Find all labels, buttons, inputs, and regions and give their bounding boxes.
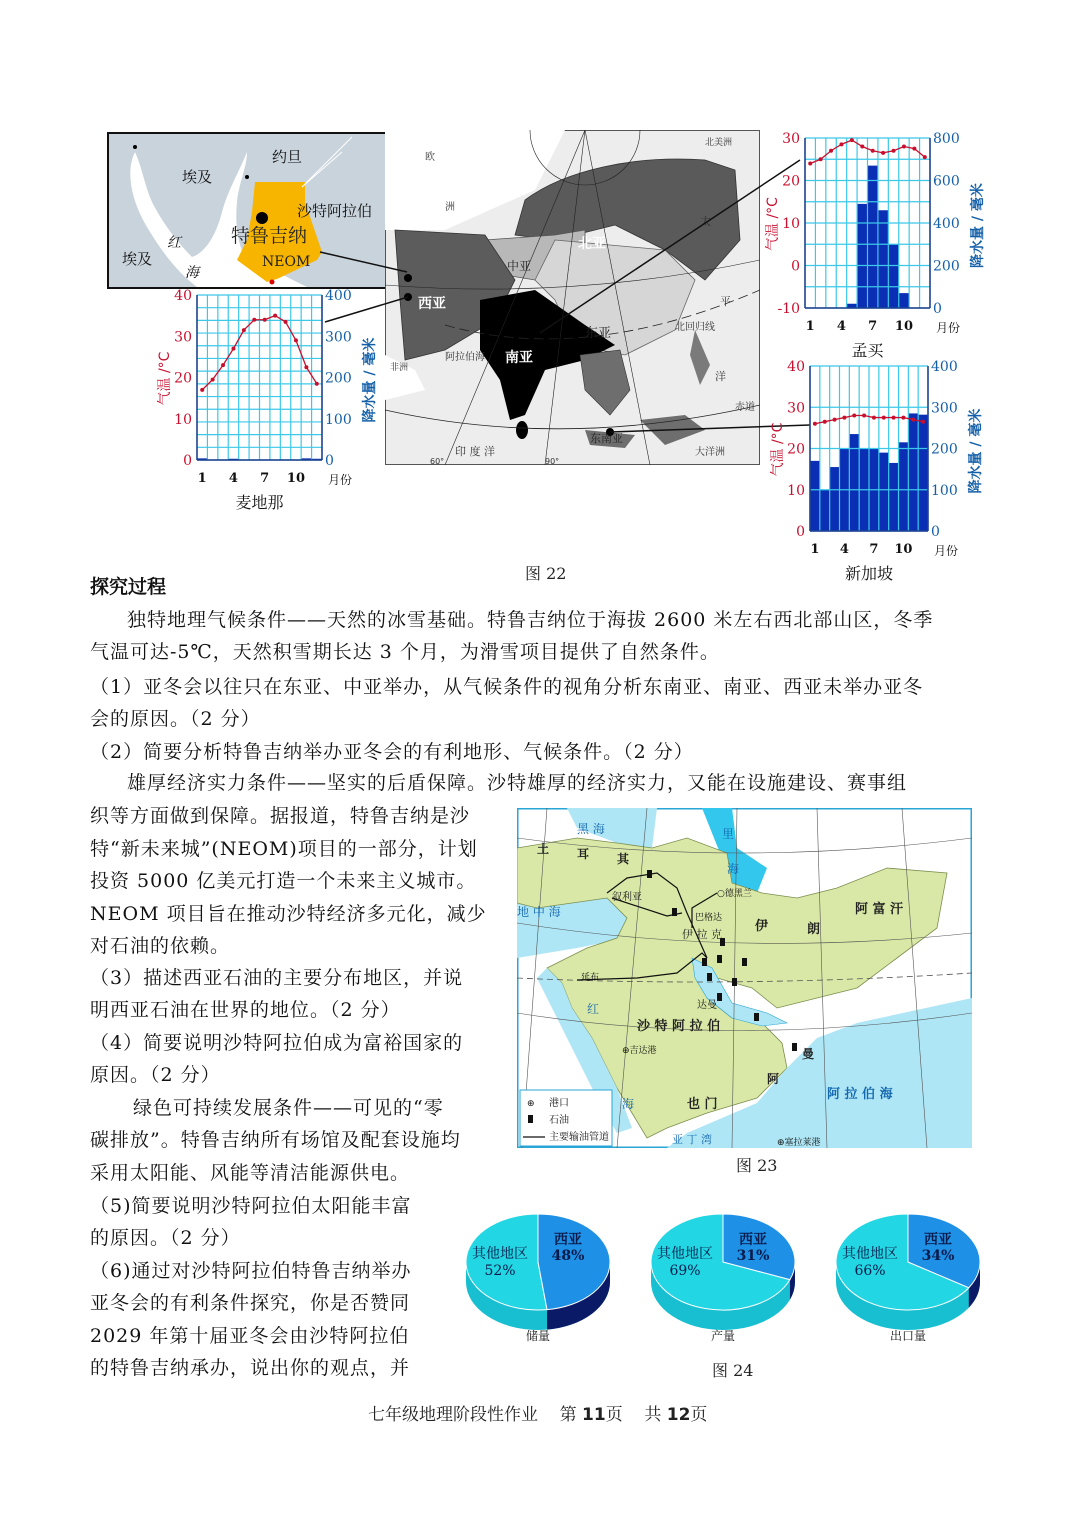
svg-text:红: 红	[587, 1002, 600, 1016]
svg-text:200: 200	[325, 370, 352, 387]
svg-text:降水量 / 毫米: 降水量 / 毫米	[970, 183, 986, 268]
svg-text:400: 400	[325, 288, 352, 304]
paragraph-economy-5: NEOM 项目旨在推动沙特经济多元化，减少	[90, 903, 487, 925]
svg-text:10: 10	[894, 542, 913, 557]
svg-text:土: 土	[537, 842, 550, 856]
svg-text:欧: 欧	[425, 152, 435, 163]
svg-text:30: 30	[782, 131, 800, 147]
svg-text:麦地那: 麦地那	[235, 493, 284, 512]
question-1-line-2: 会的原因。（2 分）	[90, 708, 261, 730]
svg-text:600: 600	[933, 173, 960, 190]
svg-text:20: 20	[174, 370, 192, 387]
svg-text:90°: 90°	[545, 457, 560, 465]
svg-text:0: 0	[325, 453, 334, 469]
svg-text:4: 4	[228, 471, 238, 486]
svg-text:10: 10	[286, 471, 306, 486]
map-label-south-asia: 南亚	[505, 350, 533, 366]
map-label-west-asia: 西亚	[418, 296, 446, 312]
svg-text:10: 10	[782, 216, 800, 232]
svg-text:40: 40	[787, 359, 805, 375]
question-5-line-1: （5)简要说明沙特阿拉伯太阳能丰富	[90, 1195, 412, 1217]
svg-text:洋: 洋	[715, 370, 726, 383]
svg-text:300: 300	[325, 329, 352, 346]
pie-chart-exports	[830, 1210, 990, 1350]
footer-page-prefix: 第	[559, 1405, 577, 1425]
legend-port-label: 港口	[549, 1098, 569, 1109]
inset-label-jordan: 约旦	[272, 148, 303, 166]
svg-text:7: 7	[260, 471, 270, 486]
question-6-line-1: （6)通过对沙特阿拉伯特鲁吉纳举办	[90, 1260, 412, 1282]
svg-text:孟买: 孟买	[851, 341, 884, 358]
svg-text:黑 海: 黑 海	[577, 822, 605, 836]
svg-text:气温 /°C: 气温 /°C	[770, 422, 786, 477]
svg-text:其他地区: 其他地区	[657, 1246, 713, 1262]
inset-label-egypt-2: 埃及	[122, 250, 153, 268]
svg-text:里: 里	[722, 827, 735, 841]
footer-total-pages: 12	[666, 1405, 691, 1425]
svg-text:48%: 48%	[551, 1248, 585, 1264]
svg-text:西亚: 西亚	[924, 1232, 952, 1248]
svg-text:降水量 / 毫米: 降水量 / 毫米	[968, 408, 984, 494]
svg-text:阿拉伯海: 阿拉伯海	[445, 352, 485, 363]
svg-text:巴格达: 巴格达	[695, 913, 723, 923]
legend-pipeline-label: 主要输油管道	[549, 1132, 609, 1143]
svg-text:66%: 66%	[854, 1263, 886, 1279]
svg-text:其他地区: 其他地区	[472, 1246, 528, 1262]
svg-text:100: 100	[931, 482, 958, 499]
svg-text:耳: 耳	[577, 847, 590, 861]
svg-text:○德黑兰: ○德黑兰	[717, 889, 752, 899]
svg-text:69%: 69%	[669, 1263, 701, 1279]
paragraph-economy-6: 对石油的依赖。	[90, 935, 231, 957]
svg-text:阿 拉 伯 海: 阿 拉 伯 海	[827, 1087, 893, 1102]
inset-label-trojena: 特鲁吉纳	[231, 225, 308, 247]
section-heading: 探究过程	[90, 576, 167, 598]
inset-label-saudi: 沙特阿拉伯	[297, 202, 373, 220]
svg-text:1: 1	[197, 471, 207, 486]
legend-port-icon: ⊕	[527, 1099, 535, 1109]
map-label-central-asia: 中亚	[507, 259, 532, 273]
paragraph-climate-1: 独特地理气候条件——天然的冰雪基础。特鲁吉纳位于海拔 2600 米左右西北部山区，冬季	[127, 609, 934, 631]
figure-24-caption: 图 24	[712, 1361, 754, 1380]
svg-text:西亚: 西亚	[739, 1232, 767, 1248]
svg-text:产量: 产量	[710, 1329, 736, 1343]
footer-page-number: 11	[582, 1405, 606, 1425]
svg-text:沙 特 阿 拉 伯: 沙 特 阿 拉 伯	[637, 1019, 721, 1034]
svg-text:太: 太	[700, 215, 711, 228]
svg-text:延布: 延布	[581, 973, 600, 983]
svg-text:40: 40	[174, 288, 192, 304]
svg-text:印 度 洋: 印 度 洋	[455, 445, 495, 458]
svg-text:10: 10	[894, 319, 914, 334]
svg-text:月份: 月份	[936, 321, 961, 335]
svg-text:60°: 60°	[430, 457, 445, 465]
climate-chart-mumbai	[760, 128, 990, 358]
svg-text:400: 400	[931, 359, 958, 375]
svg-text:31%: 31%	[736, 1248, 770, 1264]
climate-chart-singapore	[760, 358, 990, 588]
svg-text:月份: 月份	[328, 473, 353, 487]
paragraph-economy-3: 特“新未来城”(NEOM)项目的一部分，计划	[90, 838, 478, 860]
svg-text:气温 /°C: 气温 /°C	[157, 351, 173, 406]
svg-text:朗: 朗	[807, 922, 821, 937]
svg-text:阿: 阿	[767, 1072, 780, 1086]
inset-label-egypt-1: 埃及	[182, 168, 213, 186]
question-2: （2）简要分析特鲁吉纳举办亚冬会的有利地形、气候条件。（2 分）	[90, 741, 694, 763]
svg-text:0: 0	[796, 524, 805, 540]
map-label-north-asia: 北亚	[578, 236, 606, 252]
paragraph-green-3: 采用太阳能、风能等清洁能源供电。	[90, 1162, 411, 1184]
svg-text:800: 800	[933, 131, 960, 147]
svg-text:北回归线: 北回归线	[675, 322, 715, 333]
svg-text:34%: 34%	[921, 1248, 955, 1264]
svg-text:⊕塞拉莱港: ⊕塞拉莱港	[777, 1138, 821, 1148]
svg-text:伊: 伊	[755, 919, 769, 934]
svg-text:新加坡: 新加坡	[844, 564, 894, 583]
svg-text:也 门: 也 门	[687, 1097, 718, 1112]
pie-chart-reserves	[460, 1210, 620, 1350]
svg-text:4: 4	[839, 542, 849, 557]
inset-label-sea: 海	[185, 265, 199, 281]
svg-text:海: 海	[622, 1097, 635, 1111]
svg-text:200: 200	[931, 441, 958, 458]
pie-chart-production	[645, 1210, 805, 1350]
inset-label-neom: NEOM	[262, 254, 311, 270]
svg-text:海: 海	[727, 862, 740, 876]
svg-text:其: 其	[617, 852, 630, 866]
svg-text:-10: -10	[777, 301, 800, 317]
svg-text:月份: 月份	[934, 544, 959, 558]
svg-text:赤道: 赤道	[735, 402, 755, 413]
paragraph-climate-2: 气温可达-5℃，天然积雪期长达 3 个月，为滑雪项目提供了自然条件。	[90, 641, 720, 663]
svg-text:7: 7	[869, 542, 879, 557]
legend-oil-label: 石油	[549, 1115, 569, 1126]
svg-text:400: 400	[933, 216, 960, 232]
question-1-line-1: （1）亚冬会以往只在东亚、中亚举办，从气候条件的视角分析东南亚、南亚、西亚未举办亚冬	[90, 676, 924, 698]
question-6-line-3: 2029 年第十届亚冬会由沙特阿拉伯	[90, 1325, 410, 1347]
question-6-line-4: 的特鲁吉纳承办，说出你的观点，并	[90, 1357, 411, 1379]
svg-text:52%: 52%	[484, 1263, 516, 1279]
paragraph-economy-2: 织等方面做到保障。据报道，特鲁吉纳是沙	[90, 805, 471, 827]
map-label-southeast-asia: 东南亚	[590, 432, 623, 445]
figure-23-caption: 图 23	[736, 1156, 778, 1175]
svg-text:7: 7	[868, 319, 878, 334]
svg-text:30: 30	[787, 400, 805, 417]
svg-text:0: 0	[933, 301, 942, 317]
svg-text:10: 10	[174, 411, 192, 428]
svg-text:降水量 / 毫米: 降水量 / 毫米	[362, 337, 378, 423]
svg-text:达曼: 达曼	[697, 1000, 717, 1011]
question-3-line-1: （3）描述西亚石油的主要分布地区，并说	[90, 967, 464, 989]
page-footer: 七年级地理阶段性作业 第 11页 共 12页	[368, 1405, 708, 1425]
inset-label-red: 红	[167, 235, 181, 251]
question-4-line-2: 原因。（2 分）	[90, 1064, 221, 1086]
map-label-east-asia: 东亚	[585, 326, 612, 341]
svg-text:20: 20	[787, 441, 805, 458]
svg-text:伊 拉 克: 伊 拉 克	[682, 928, 722, 941]
svg-text:100: 100	[325, 411, 352, 428]
svg-text:储量: 储量	[525, 1329, 551, 1343]
question-5-line-2: 的原因。（2 分）	[90, 1227, 241, 1249]
svg-text:西亚: 西亚	[554, 1232, 582, 1248]
svg-text:北美洲: 北美洲	[705, 138, 733, 148]
paragraph-economy-1: 雄厚经济实力条件——坚实的后盾保障。沙特雄厚的经济实力，又能在设施建设、赛事组	[127, 772, 908, 794]
svg-text:0: 0	[183, 453, 192, 469]
svg-text:曼: 曼	[802, 1047, 815, 1061]
svg-text:出口量: 出口量	[889, 1329, 927, 1343]
svg-text:20: 20	[782, 173, 800, 190]
question-4-line-1: （4）简要说明沙特阿拉伯成为富裕国家的	[90, 1032, 464, 1054]
svg-text:300: 300	[931, 400, 958, 417]
legend-oil-icon	[528, 1115, 533, 1123]
paragraph-green-1: 绿色可持续发展条件——可见的“零	[133, 1097, 444, 1119]
svg-text:200: 200	[933, 258, 960, 275]
paragraph-economy-4: 投资 5000 亿美元打造一个未来主义城市。	[90, 870, 477, 892]
svg-text:气温 /°C: 气温 /°C	[765, 197, 781, 251]
svg-text:1: 1	[805, 319, 815, 334]
svg-text:非洲: 非洲	[390, 363, 409, 373]
west-asia-oil-map	[517, 808, 972, 1148]
question-3-line-2: 明西亚石油在世界的地位。（2 分）	[90, 999, 401, 1021]
svg-text:30: 30	[174, 329, 192, 346]
footer-title: 七年级地理阶段性作业	[368, 1405, 538, 1425]
svg-text:平: 平	[720, 295, 731, 308]
svg-text:⊕吉达港: ⊕吉达港	[622, 1046, 657, 1056]
svg-text:10: 10	[787, 482, 805, 499]
paragraph-green-2: 碳排放”。特鲁吉纳所有场馆及配套设施均	[90, 1129, 461, 1151]
question-6-line-2: 亚冬会的有利条件探究，你是否赞同	[90, 1292, 411, 1314]
svg-text:地 中 海: 地 中 海	[517, 905, 561, 919]
svg-text:1: 1	[810, 542, 820, 557]
svg-text:洲: 洲	[445, 202, 455, 213]
svg-text:0: 0	[931, 524, 940, 540]
svg-text:其他地区: 其他地区	[842, 1246, 898, 1262]
svg-text:0: 0	[791, 258, 800, 275]
climate-chart-medina	[150, 285, 390, 515]
svg-text:阿 富 汗: 阿 富 汗	[855, 902, 904, 917]
svg-text:大洋洲: 大洋洲	[695, 447, 725, 458]
figure-22-caption: 图 22	[525, 564, 567, 583]
svg-text:4: 4	[836, 319, 846, 334]
svg-text:叙利亚: 叙利亚	[612, 892, 642, 903]
svg-text:亚 丁 湾: 亚 丁 湾	[672, 1133, 712, 1146]
